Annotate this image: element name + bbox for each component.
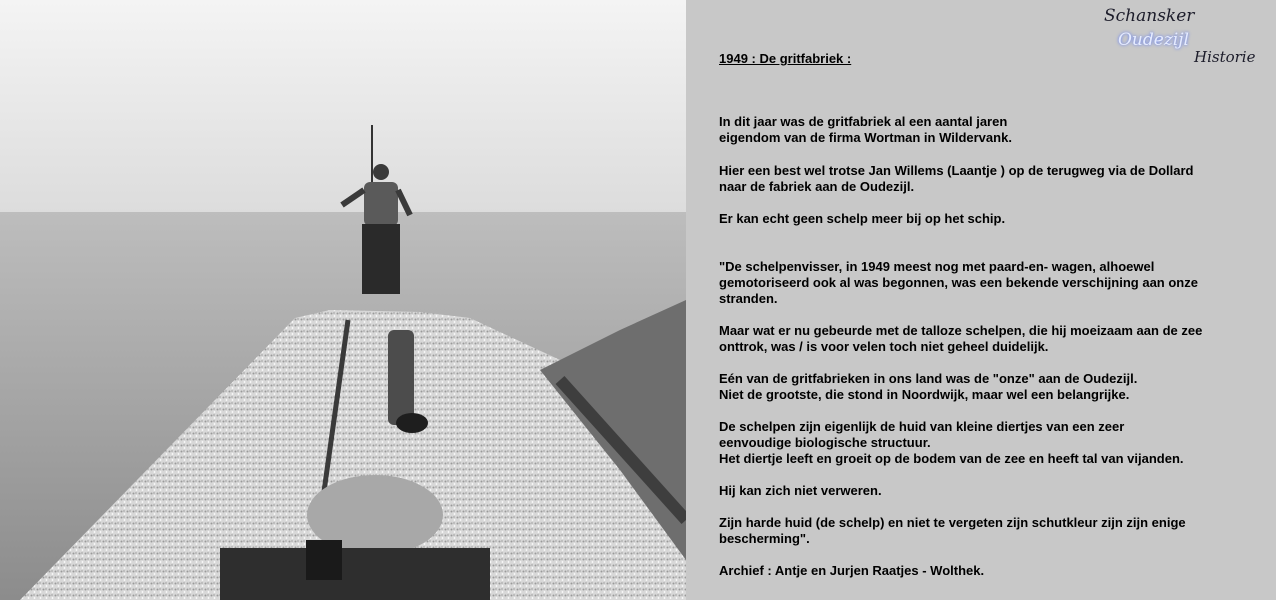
pipe-on-deck [388,330,414,425]
logo-line-2: Oudezijl [1118,30,1189,50]
quote-line: Hij kan zich niet verweren. [719,483,882,498]
logo-line-1: Schansker [1104,6,1195,26]
quote-line: "De schelpenvisser, in 1949 meest nog met paard-en- wagen, alhoewel [719,259,1155,274]
sky [0,0,686,215]
quote-line: Zijn harde huid (de schelp) en niet te vergeten zijn schutkleur zijn zijn enige [719,515,1186,530]
quote-line: eenvoudige biologische structuur. [719,435,931,450]
text-panel [686,0,1276,600]
pipe-opening [396,413,428,433]
article-title: 1949 : De gritfabriek : [719,51,852,66]
quote-line: Het diertje leeft en groeit op de bodem van de zee en heeft tal van vijanden. [719,451,1184,466]
paragraph-line: Er kan echt geen schelp meer bij op het schip. [719,211,1006,226]
quote-line: Maar wat er nu gebeurde met de talloze schelpen, die hij moeizaam aan de zee [719,323,1203,338]
hatch-box [220,548,490,600]
quote-line: De schelpen zijn eigenlijk de huid van kleine diertjes van een zeer [719,419,1125,434]
paragraph-line: In dit jaar was de gritfabriek al een aantal jaren [719,114,1008,129]
quote-line: Niet de grootste, die stond in Noordwijk, maar wel een belangrijke. [719,387,1130,402]
quote-line: onttrok, was / is voor velen toch niet geheel duidelijk. [719,339,1049,354]
paragraph-line: eigendom van de firma Wortman in Wildervank. [719,130,1012,145]
paragraph-line: Hier een best wel trotse Jan Willems (Laantje ) op de terugweg via de Dollard [719,163,1194,178]
paragraph-line: naar de fabriek aan de Oudezijl. [719,179,915,194]
quote-line: Eén van de gritfabrieken in ons land was de "onze" aan de Oudezijl. [719,371,1138,386]
quote-line: stranden. [719,291,778,306]
quote-line: gemotoriseerd ook al was begonnen, was een bekende verschijning aan onze [719,275,1198,290]
logo-line-3: Historie [1194,48,1256,66]
bucket [306,540,342,580]
quote-line: bescherming". [719,531,810,546]
archive-credit: Archief : Antje en Jurjen Raatjes - Wolthek. [719,563,985,578]
